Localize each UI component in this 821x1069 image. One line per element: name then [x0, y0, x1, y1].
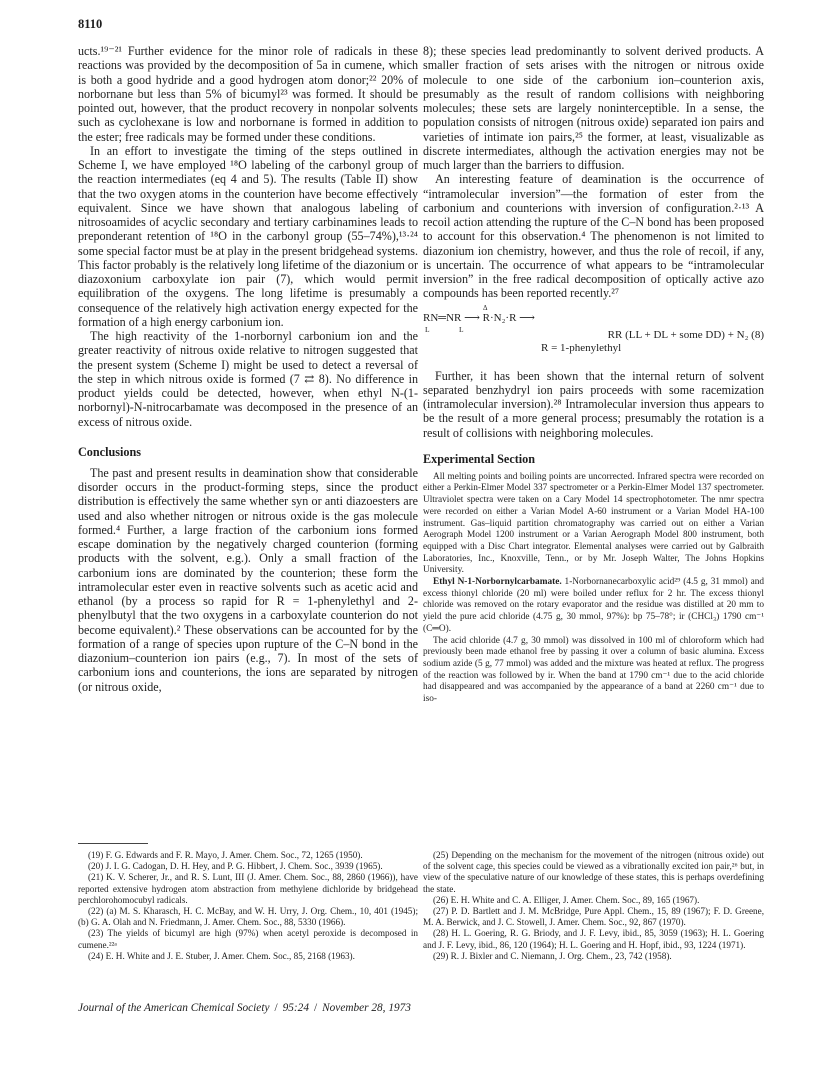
footnote: (21) K. V. Scherer, Jr., and R. S. Lunt, III (J. Amer. Chem. Soc., 88, 2860 (1966)), have reported extensive hydrogen atom abstraction from methylene dichloride by bridgehead perchlorohomocubyl radicals.: [78, 872, 418, 905]
journal-date: November 28, 1973: [322, 1002, 411, 1014]
footnote-rule: [78, 843, 148, 844]
footnote: (24) E. H. White and J. E. Stuber, J. Amer. Chem. Soc., 85, 2168 (1963).: [88, 950, 355, 961]
journal-volume: 95:24: [282, 1002, 309, 1014]
footnote: (26) E. H. White and C. A. Elliger, J. Amer. Chem. Soc., 89, 165 (1967).: [433, 894, 700, 905]
equation-line-3: R = 1-phenylethyl: [541, 341, 622, 354]
paragraph: ucts.¹⁹⁻²¹ Further evidence for the minor role of radicals in these reactions was provided by the decomposition of 5a in cumene, which is both a good hydride and a good hydrogen atom donor;²² 20% of norbornane but less than 5% of bicumyl²³ was formed. It should be pointed out, however, that the product recovery in nonpolar solvents such as cyclohexane is low and norbornane is formed in addition to the ester; free radicals may be formed under these conditions.: [78, 44, 418, 144]
page-number: 8110: [78, 17, 103, 31]
paragraph: [423, 577, 764, 636]
paragraph: Further, it has been shown that the internal return of solvent separated benzhydryl ion pairs proceeds with some racemization (intramolecular inversion).²⁸ Intramolecular inversion thus appears to be the result of a more general process; presumably the rotation is a result of collisions with neighboring molecules.: [423, 368, 764, 440]
section-heading-experimental: Experimental Section: [423, 451, 536, 466]
equation-delta: Δ: [483, 303, 488, 312]
footnote: (27) P. D. Bartlett and J. M. McBridge, Pure Appl. Chem., 15, 89 (1967); F. D. Greene, M. A. Berwick, and J. C. Stowell, J. Amer. Chem. Soc., 92, 867 (1970).: [423, 906, 764, 928]
footnote: (20) J. I. G. Cadogan, D. H. Hey, and P. G. Hibbert, J. Chem. Soc., 3939 (1965).: [88, 861, 383, 872]
equation-label: L: [459, 324, 464, 334]
equation-line-2: RR (LL + DL + some DD) + N₂ (8): [607, 328, 764, 341]
footnote: (23) The yields of bicumyl are high (97%) when acetyl peroxide is decomposed in cumene.²²ᵃ: [78, 928, 418, 950]
paragraph: The past and present results in deamination show that considerable disorder occurs in the product-forming steps, since the product distribution is effectively the same whether syn or anti diazoesters are used and also whether nitrogen or nitrous oxide is the gas molecule formed.⁴ Further, a large fraction of the carbonium ions formed escape domination by the negatively charged counterion (forming products with the solvent, e.g.). Only a small fraction of the carbonium ions are dominated by the counterion; these form the intramolecular ester even in reactive solvents such as acetic acid and ethanol (by a process so rapid for R = 1-phenylethyl and 2-phenylbutyl that the two oxygens in a carboxylate counterion do not become equivalent).² These observations can be accounted for by the formation of a range of species upon rupture of the C–N bond in the diazonium–counterion ion pairs (e.g., 7). In most of the sets of carbonium ions and counterions, the ions are separated by nitrogen (or nitrous oxide,: [78, 465, 418, 694]
paragraph: The high reactivity of the 1-norbornyl carbonium ion and the greater reactivity of nitrous oxide relative to nitrogen suggested that the present system (Scheme I) might be used to detect a reversal of the step in which nitrous oxide is formed (7 ⇄ 8). No difference in product yields could be detected, however, when ethyl N-(1-norbornyl)-N-nitrocarbamate was decomposed in the presence of an excess of nitrous oxide.: [78, 329, 418, 429]
journal-name: Journal of the American Chemical Society: [78, 1002, 270, 1014]
footnote: (22) (a) M. S. Kharasch, H. C. McBay, and W. H. Urry, J. Org. Chem., 10, 401 (1945); (b) G. A. Olah and N. Friedmann, J. Amer. Chem. Soc., 88, 5330 (1966).: [78, 906, 418, 928]
footnote: (25) Depending on the mechanism for the movement of the nitrogen (nitrous oxide) out of the solvent cage, this species could be viewed as a vibrationally excited ion pair,²⁶ but, in view of the speculative nature of our knowledge of these states, this is perhaps overdefining the state.: [423, 850, 764, 894]
equation-8: [423, 303, 764, 365]
equation-line-1: RN═NR ⟶ R·N₂·R ⟶: [423, 311, 535, 324]
section-heading-conclusions: Conclusions: [78, 444, 141, 459]
subheading: Ethyl N-1-Norbornylcarbamate.: [433, 577, 562, 588]
footnotes-right: [423, 850, 764, 962]
journal-footer: Journal of the American Chemical Society / 95:24 / November 28, 1973: [78, 1002, 411, 1014]
left-column: [78, 44, 418, 694]
equation-label: L: [425, 324, 430, 334]
footnote: (29) R. J. Bixler and C. Niemann, J. Org. Chem., 23, 742 (1958).: [433, 950, 672, 961]
paragraph: The acid chloride (4.7 g, 30 mmol) was dissolved in 100 ml of chloroform which had previously been made ethanol free by passing it over a column of basic alumina. Excess sodium azide (5 g, 77 mmol) was added and the mixture was heated at reflux. The progress of the reaction was followed by ir. When the band at 1790 cm⁻¹ due to the acid chloride had disappeared and was accompanied by the appearance of a band at 2260 cm⁻¹ due to iso-: [423, 635, 764, 705]
paragraph: In an effort to investigate the timing of the steps outlined in Scheme I, we have employed ¹⁸O labeling of the carbonyl group of the reaction intermediates (eq 4 and 5). The results (Table II) show that the two oxygen atoms in the counterion have become effectively equivalent. Since we have shown that analogous labeling of nitrosoamides of acyclic secondary and tertiary carbinamines leads to preponderant retention of ¹⁸O in the carbonyl group (55–74%),¹³·²⁴ some special factor must be at play in the present bridgehead systems. This factor probably is the relatively long lifetime of the diazonium or diazoxonium carboxylate ion pair (7), which would permit equilibration of the oxygens. The long lifetime is presumably a consequence of the relatively high activation energy expected for the formation of a high energy carbonium ion.: [78, 143, 418, 329]
paragraph: An interesting feature of deamination is the occurrence of “intramolecular inversion”—the formation of ester from the carbonium and counterions with inversion of configuration.²·¹³ A recoil action attending the rupture of the C–N bond has been proposed to account for this observation.⁴ The phenomenon is not limited to diazonium ion chemistry, however, and thus the role of recoil, if any, is uncertain. The occurrence of what appears to be “intramolecular inversion” in the free radical decomposition of optically active azo compounds has been reported recently.²⁷: [423, 172, 764, 301]
paragraph: 8); these species lead predominantly to solvent derived products. A smaller fraction of sets arises with the nitrogen or nitrous oxide molecule to one side of the carbonium ion–counterion axis, presumably as the result of random collisions with neighboring molecules; these sets are largely noninterceptible. In a sense, the population consists of nitrogen (nitrous oxide) separated ion pairs and varieties of intimate ion pairs,²⁵ the former, at least, visualizable as discrete intermediates, although the activation energies may not be much larger than the barriers to diffusion.: [423, 44, 764, 172]
paragraph-body: 1-Norbornanecarboxylic acid²⁹ (4.5 g, 31 mmol) and excess thionyl chloride (20 ml) were boiled under reflux for 2 hr. The excess thionyl chloride was removed on the rotary evaporator and the residue was distilled at 20 mm to yield the pure acid chloride (4.75 g, 30 mmol, 97%): bp 75–78°; ir (CHCl₃) 1790 cm⁻¹ (C═O).: [423, 577, 764, 634]
right-column: [423, 44, 764, 706]
footnote: (19) F. G. Edwards and F. R. Mayo, J. Amer. Chem. Soc., 72, 1265 (1950).: [88, 850, 363, 860]
footnote: (28) H. L. Goering, R. G. Briody, and J. F. Levy, ibid., 85, 3059 (1963); H. L. Goering and J. F. Levy, ibid., 86, 120 (1964); H. L. Goering and H. Hopf, ibid., 93, 1224 (1971).: [423, 928, 764, 950]
footnotes-left: [78, 850, 418, 962]
paragraph: All melting points and boiling points are uncorrected. Infrared spectra were recorded on either a Perkin-Elmer Model 337 spectrometer or a Perkin-Elmer Model 137 spectrometer. Ultraviolet spectra were taken on a Cary Model 14 spectrophotometer. The nmr spectra were recorded on either a Varian Model A-60 instrument or a Varian Model HA-100 instrument. Gas–liquid partition chromatography was carried out on either a Varian Aerograph Model 1200 instrument or a Varian Aerograph Model 800 instrument, both equipped with a Disc Chart integrator. Elemental analyses were carried out by Galbraith Laboratories, Inc., Knoxville, Tenn., or by Mr. Joseph Walter, The Johns Hopkins University.: [423, 471, 764, 576]
